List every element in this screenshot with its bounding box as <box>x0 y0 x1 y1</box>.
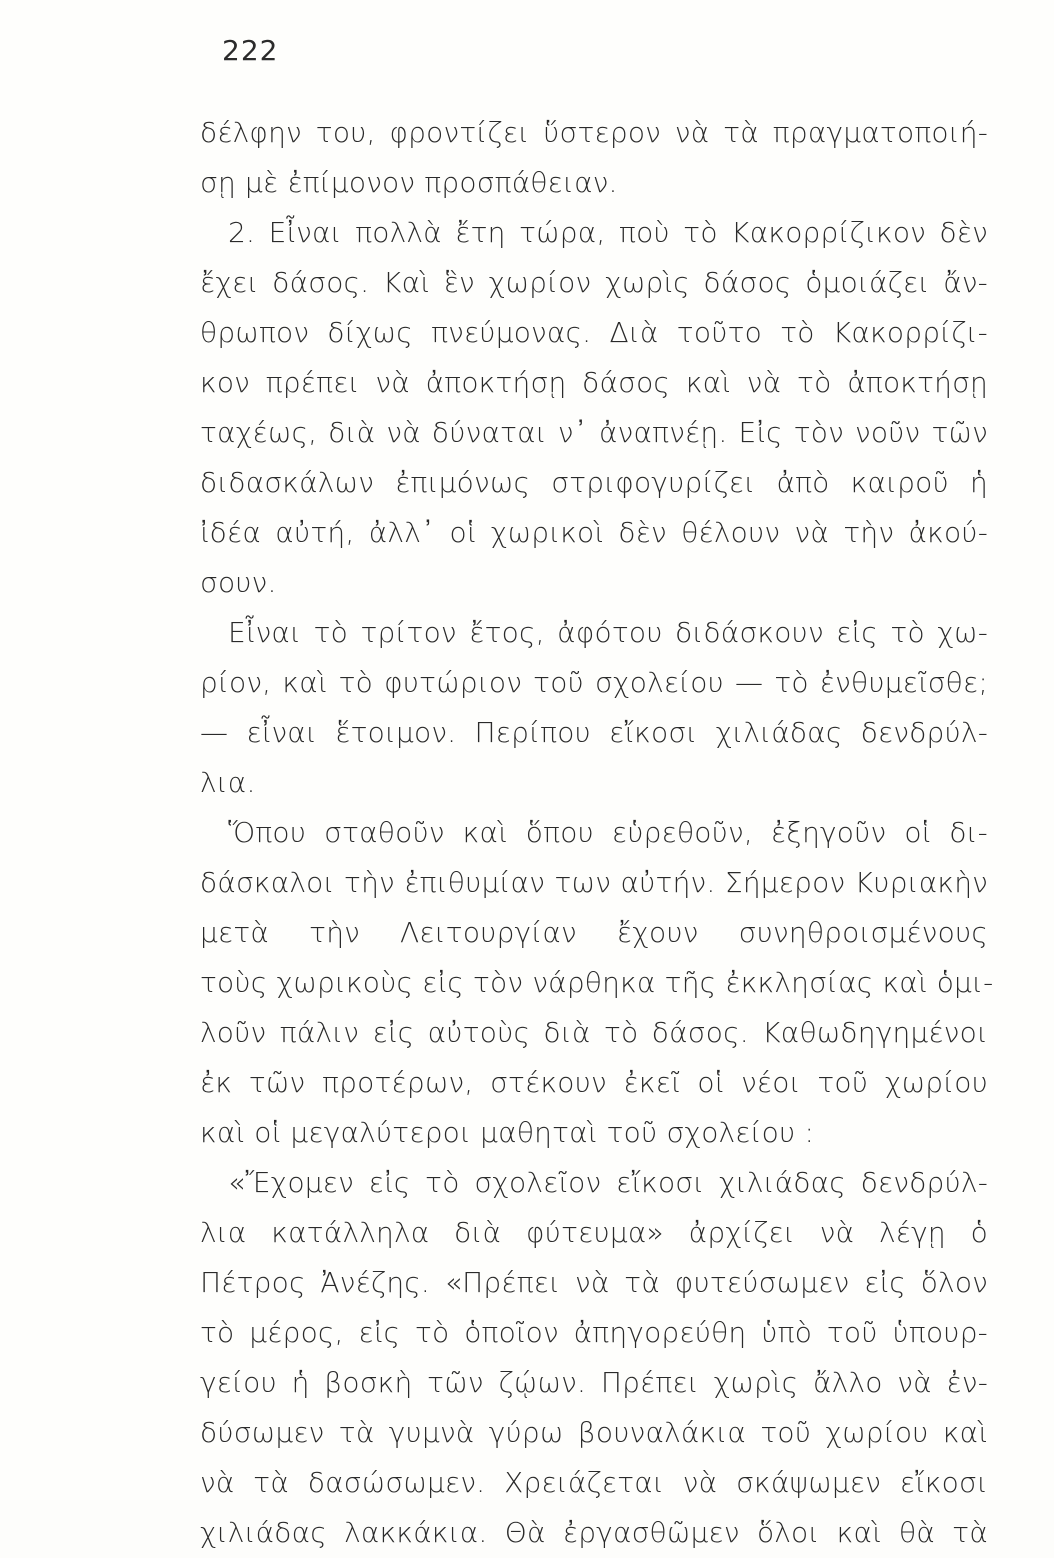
text-line: Εἶναι τὸ τρίτον ἔτος, ἀφότου διδάσκουν εἰς τὸ χω- <box>228 616 988 649</box>
text-line: νὰ τὰ δασώσωμεν. Χρειάζεται νὰ σκάψωμεν εἴκοσι <box>200 1466 988 1499</box>
text-line: κον πρέπει νὰ ἀποκτήσῃ δάσος καὶ νὰ τὸ ἀποκτήσῃ <box>200 366 988 399</box>
text-line: ἰδέα αὐτή, ἀλλ᾽ οἱ χωρικοὶ δὲν θέλουν νὰ τὴν ἀκού- <box>200 516 988 549</box>
text-line: Πέτρος Ἀνέζης. «Πρέπει νὰ τὰ φυτεύσωμεν εἰς ὅλον <box>200 1266 988 1299</box>
text-line: δέλφην του, φροντίζει ὕστερον νὰ τὰ πραγματοποιή- <box>200 116 988 149</box>
page-number: 222 <box>222 34 279 67</box>
text-line: γείου ἡ βοσκὴ τῶν ζῴων. Πρέπει χωρὶς ἄλλο νὰ ἐν- <box>200 1366 988 1399</box>
text-line: ἐκ τῶν προτέρων, στέκουν ἐκεῖ οἱ νέοι τοῦ χωρίου <box>200 1066 988 1099</box>
text-line: διδασκάλων ἐπιμόνως στριφογυρίζει ἀπὸ καιροῦ ἡ <box>200 466 988 499</box>
text-line: τὸ μέρος, εἰς τὸ ὁποῖον ἀπηγορεύθη ὑπὸ τοῦ ὑπουρ- <box>200 1316 988 1349</box>
text-line: σουν. <box>200 566 277 599</box>
text-line: σῃ μὲ ἐπίμονον προσπάθειαν. <box>200 166 618 199</box>
text-line: τοὺς χωρικοὺς εἰς τὸν νάρθηκα τῆς ἐκκλησίας καὶ ὁμι- <box>200 966 994 999</box>
text-line: «Ἔχομεν εἰς τὸ σχολεῖον εἴκοσι χιλιάδας δενδρύλ- <box>228 1166 988 1199</box>
text-line: — εἶναι ἕτοιμον. Περίπου εἴκοσι χιλιάδας δενδρύλ- <box>200 716 988 749</box>
text-line: 2. Εἶναι πολλὰ ἔτη τώρα, ποὺ τὸ Κακορρίζικον δὲν <box>228 216 988 249</box>
text-line: ἔχει δάσος. Καὶ ἓν χωρίον χωρὶς δάσος ὁμοιάζει ἄν- <box>200 266 988 299</box>
text-line: Ὅπου σταθοῦν καὶ ὅπου εὑρεθοῦν, ἐξηγοῦν οἱ δι- <box>228 816 988 849</box>
text-line: λοῦν πάλιν εἰς αὐτοὺς διὰ τὸ δάσος. Καθωδηγημένοι <box>200 1016 988 1049</box>
text-line: ταχέως, διὰ νὰ δύναται ν᾽ ἀναπνέῃ. Εἰς τὸν νοῦν τῶν <box>200 416 988 449</box>
text-line: χιλιάδας λακκάκια. Θὰ ἐργασθῶμεν ὅλοι καὶ θὰ τὰ <box>200 1516 988 1549</box>
text-line: ρίον, καὶ τὸ φυτώριον τοῦ σχολείου — τὸ ἐνθυμεῖσθε; <box>200 666 988 699</box>
text-line: καὶ οἱ μεγαλύτεροι μαθηταὶ τοῦ σχολείου : <box>200 1116 815 1149</box>
text-line: θρωπον δίχως πνεύμονας. Διὰ τοῦτο τὸ Κακορρίζι- <box>200 316 988 349</box>
text-line: δύσωμεν τὰ γυμνὰ γύρω βουναλάκια τοῦ χωρίου καὶ <box>200 1416 988 1449</box>
text-line: μετὰ τὴν Λειτουργίαν ἔχουν συνηθροισμένους <box>200 916 988 949</box>
text-line: δάσκαλοι τὴν ἐπιθυμίαν των αὐτήν. Σήμερον Κυριακὴν <box>200 866 988 899</box>
text-line: λια κατάλληλα διὰ φύτευμα» ἀρχίζει νὰ λέγῃ ὁ <box>200 1216 988 1249</box>
text-line: λια. <box>200 766 256 799</box>
